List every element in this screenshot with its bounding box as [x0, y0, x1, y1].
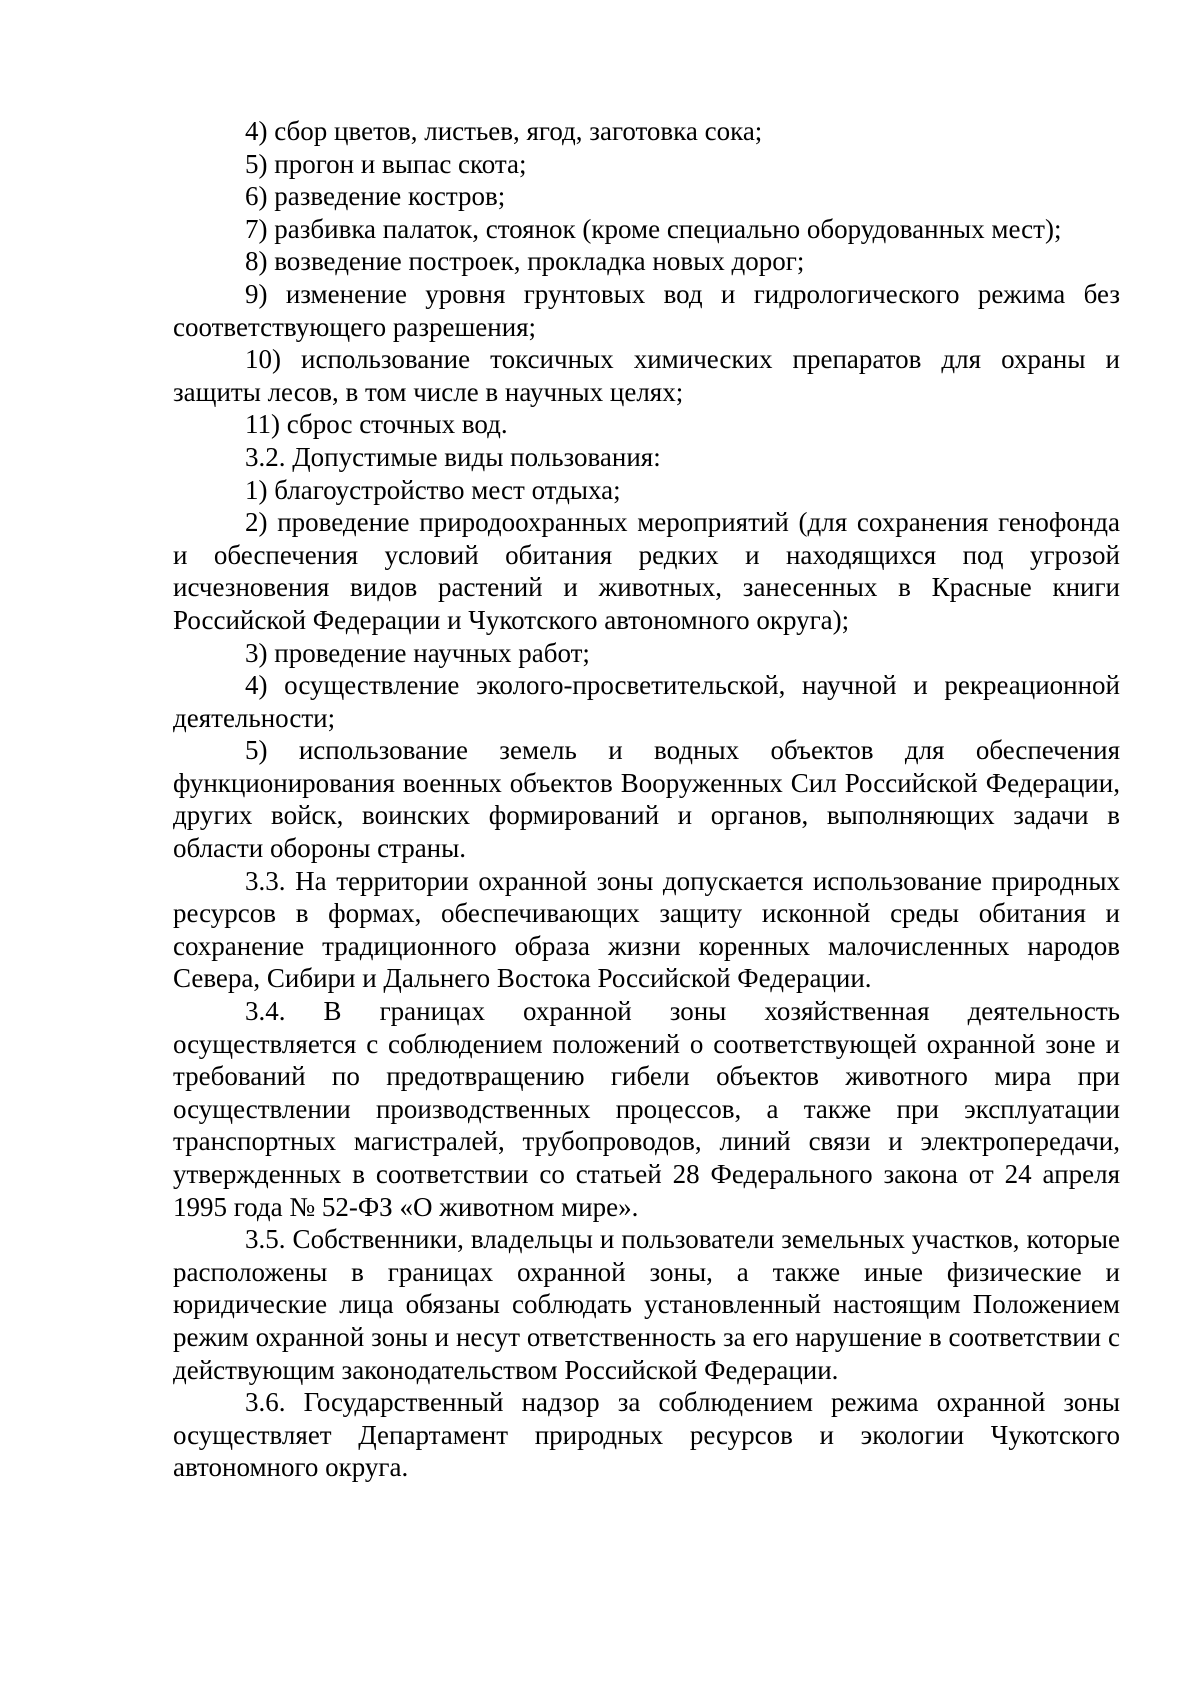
- section-paragraph: 3.4. В границах охранной зоны хозяйственная деятельность осуществляется с соблюдением положений о соответствующей охранной зоне и требований по предотвращению гибели объектов животного мира при осуществлении производственных процессов, а также при эксплуатации транспортных магистралей, трубопроводов, линий связи и электропередачи, утвержденных в соответствии со статьей 28 Федерального закона от 24 апреля 1995 года № 52-ФЗ «О животном мире».: [173, 996, 1120, 1222]
- section-paragraph: 3.5. Собственники, владельцы и пользователи земельных участков, которые расположены в границах охранной зоны, а также иные физические и юридические лица обязаны соблюдать установленный настоящим Положением режим охранной зоны и несут ответственность за его нарушение в соответствии с действующим законодательством Российской Федерации.: [173, 1224, 1120, 1385]
- section-paragraph: 3.6. Государственный надзор за соблюдением режима охранной зоны осуществляет Департамент природных ресурсов и экологии Чукотского автономного округа.: [173, 1387, 1120, 1483]
- list-item: 4) сбор цветов, листьев, ягод, заготовка сока;: [245, 116, 763, 146]
- section-paragraph: 3.3. На территории охранной зоны допускается использование природных ресурсов в формах, обеспечивающих защиту исконной среды обитания и сохранение традиционного образа жизни коренных малочисленных народов Севера, Сибири и Дальнего Востока Российской Федерации.: [173, 865, 1120, 994]
- list-item: 6) разведение костров;: [245, 181, 506, 212]
- list-item: 3) проведение научных работ;: [245, 637, 590, 668]
- list-item: 1) благоустройство мест отдыха;: [245, 474, 621, 505]
- list-item: 5) использование земель и водных объектов для обеспечения функционирования военных объектов Вооруженных Сил Российской Федерации, других войск, воинских формирований и органов, выполняющих задачи в области обороны страны.: [173, 735, 1120, 864]
- list-item: 7) разбивка палаток, стоянок (кроме специально оборудованных мест);: [245, 213, 1062, 244]
- list-item: 8) возведение построек, прокладка новых дорог;: [245, 246, 805, 277]
- list-item: 9) изменение уровня грунтовых вод и гидрологического режима без соответствующего разрешения;: [173, 278, 1120, 342]
- list-item: 5) прогон и выпас скота;: [245, 148, 527, 179]
- list-item: 4) осуществление эколого-просветительской, научной и рекреационной деятельности;: [173, 670, 1120, 733]
- document-body: [173, 115, 1120, 1484]
- section-heading: 3.2. Допустимые виды пользования:: [245, 441, 661, 472]
- list-item: 2) проведение природоохранных мероприятий (для сохранения генофонда и обеспечения условий обитания редких и находящихся под угрозой исчезновения видов растений и животных, занесенных в Красные книги Российской Федерации и Чукотского автономного округа);: [173, 507, 1120, 635]
- list-item: 10) использование токсичных химических препаратов для охраны и защиты лесов, в том числе в научных целях;: [173, 344, 1120, 407]
- list-item: 11) сброс сточных вод.: [245, 409, 508, 440]
